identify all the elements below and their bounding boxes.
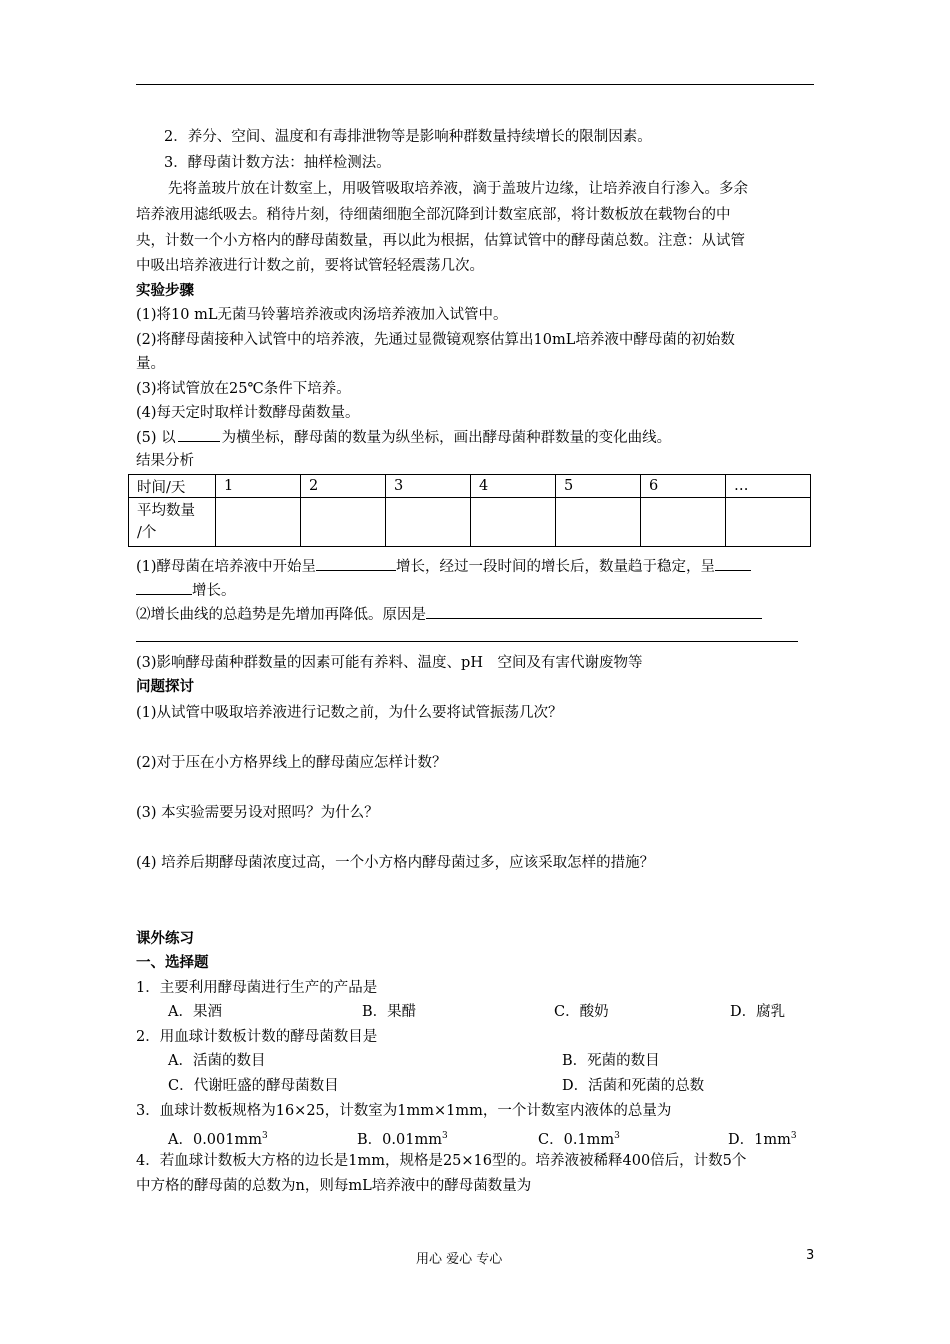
step-5-suffix: 为横坐标，酵母菌的数量为纵坐标，画出酵母菌种群数量的变化曲线。 — [221, 430, 672, 446]
step-2-line-2: 量。 — [136, 356, 165, 372]
discussion-q2: (2)对于压在小方格界线上的酵母菌应怎样计数？ — [136, 755, 447, 771]
steps-heading: 实验步骤 — [136, 282, 194, 299]
table-header-cell: 1 — [216, 475, 301, 498]
discussion-q1: (1)从试管中吸取培养液进行记数之前，为什么要将试管振荡几次？ — [136, 705, 563, 721]
discussion-q4: (4) 培养后期酵母菌浓度过高，一个小方格内酵母菌过多，应该采取怎样的措施？ — [136, 855, 655, 871]
table-header-cell: 6 — [641, 475, 726, 498]
q2-option-d[interactable]: D．活菌和死菌的总数 — [562, 1078, 705, 1094]
analysis-1-text-c: 增长。 — [192, 583, 236, 599]
method-paragraph-line-3: 央，计数一个小方格内的酵母菌数量，再以此为根据，估算试管中的酵母菌总数。注意：从试管 — [136, 233, 745, 249]
exercise-q1: 1．主要利用酵母菌进行生产的产品是 — [136, 980, 378, 996]
q2-option-b[interactable]: B．死菌的数目 — [562, 1053, 660, 1069]
superscript: 3 — [441, 1131, 448, 1141]
header-rule — [136, 84, 814, 85]
superscript: 3 — [261, 1131, 268, 1141]
analysis-1-blank-2a[interactable] — [715, 556, 751, 571]
table-cell-empty[interactable] — [471, 498, 556, 547]
intro-point-3: 3．酵母菌计数方法：抽样检测法。 — [164, 155, 391, 171]
table-cell-empty[interactable] — [556, 498, 641, 547]
q3-option-c-text: C．0.1mm — [538, 1131, 615, 1148]
analysis-2-blank[interactable] — [426, 604, 762, 619]
table-header-cell: 时间/天 — [129, 475, 216, 498]
step-3: (3)将试管放在25℃条件下培养。 — [136, 381, 351, 397]
q3-option-d[interactable] — [728, 1126, 797, 1150]
q3-option-c[interactable] — [538, 1126, 620, 1150]
table-cell-empty[interactable] — [216, 498, 301, 547]
table-header-cell: 5 — [556, 475, 641, 498]
analysis-1-blank-1[interactable] — [316, 556, 396, 571]
results-table — [128, 474, 811, 547]
exercise-q2: 2．用血球计数板计数的酵母菌数目是 — [136, 1029, 378, 1045]
table-header-cell: … — [726, 475, 811, 498]
analysis-2 — [136, 604, 762, 625]
q1-option-b[interactable]: B．果醋 — [362, 1004, 417, 1020]
results-heading: 结果分析 — [136, 453, 194, 469]
analysis-1-text-b: 增长，经过一段时间的增长后，数量趋于稳定，呈 — [396, 559, 716, 575]
superscript: 3 — [614, 1131, 620, 1141]
row-label-line-2: /个 — [137, 525, 157, 541]
exercise-q3: 3．血球计数板规格为16×25，计数室为1mm×1mm，一个计数室内液体的总量为 — [136, 1103, 672, 1119]
q3-option-b[interactable] — [357, 1126, 448, 1150]
step-5-prefix: (5) 以 — [136, 430, 176, 446]
step-2-line-1: (2)将酵母菌接种入试管中的培养液，先通过显微镜观察估算出10mL培养液中酵母菌的初始数 — [136, 332, 735, 348]
table-row-label — [129, 498, 216, 547]
row-label-line-1: 平均数量 — [137, 503, 195, 519]
table-cell-empty[interactable] — [641, 498, 726, 547]
q1-option-d[interactable]: D．腐乳 — [730, 1004, 786, 1020]
table-header-cell: 2 — [301, 475, 386, 498]
intro-point-2: 2．养分、空间、温度和有毒排泄物等是影响种群数量持续增长的限制因素。 — [164, 129, 652, 145]
q3-option-b-text: B．0.01mm — [357, 1131, 442, 1148]
analysis-1-text-a: (1)酵母菌在培养液中开始呈 — [136, 559, 317, 575]
discussion-q3: (3) 本实验需要另设对照吗？为什么？ — [136, 805, 379, 821]
q1-option-c[interactable]: C．酸奶 — [554, 1004, 609, 1020]
analysis-3: (3)影响酵母菌种群数量的因素可能有养料、温度、pH 空间及有害代谢废物等 — [136, 655, 643, 671]
step-4: (4)每天定时取样计数酵母菌数量。 — [136, 405, 360, 421]
q3-option-a[interactable] — [168, 1126, 268, 1150]
table-header-cell: 4 — [471, 475, 556, 498]
q3-option-d-text: D．1mm — [728, 1131, 791, 1148]
q2-option-a[interactable]: A．活菌的数目 — [168, 1053, 266, 1069]
table-cell-empty[interactable] — [301, 498, 386, 547]
exercise-q4-line-1: 4．若血球计数板大方格的边长是1mm，规格是25×16型的。培养液被稀释400倍后，计数5个 — [136, 1153, 747, 1169]
table-row-average — [129, 498, 811, 547]
analysis-1-line-2 — [136, 580, 236, 601]
superscript: 3 — [790, 1131, 797, 1141]
step-1: (1)将10 mL无菌马铃薯培养液或肉汤培养液加入试管中。 — [136, 307, 508, 323]
discussion-heading: 问题探讨 — [136, 678, 194, 695]
step-5-blank[interactable] — [178, 427, 220, 442]
method-paragraph-line-2: 培养液用滤纸吸去。稍待片刻，待细菌细胞全部沉降到计数室底部，将计数板放在载物台的中 — [136, 207, 731, 223]
method-paragraph-line-1: 先将盖玻片放在计数室上，用吸管吸取培养液，滴于盖玻片边缘，让培养液自行渗入。多余 — [168, 181, 748, 197]
page-number: 3 — [806, 1248, 815, 1263]
q2-option-c[interactable]: C．代谢旺盛的酵母菌数目 — [168, 1078, 339, 1094]
table-header-cell: 3 — [386, 475, 471, 498]
q1-option-a[interactable]: A．果酒 — [168, 1004, 222, 1020]
analysis-1-line-1 — [136, 556, 751, 577]
method-paragraph-line-4: 中吸出培养液进行计数之前，要将试管轻轻震荡几次。 — [136, 258, 484, 274]
analysis-2-text: ⑵增长曲线的总趋势是先增加再降低。原因是 — [136, 607, 426, 623]
analysis-1-blank-2b[interactable] — [136, 580, 192, 595]
footer-motto: 用心 爱心 专心 — [416, 1252, 503, 1267]
table-cell-empty[interactable] — [386, 498, 471, 547]
table-row-time — [129, 475, 811, 498]
exercises-heading: 课外练习 — [136, 930, 194, 947]
q3-option-a-text: A．0.001mm — [168, 1131, 262, 1148]
table-cell-empty[interactable] — [726, 498, 811, 547]
answer-line[interactable] — [136, 641, 798, 642]
exercises-section: 一、选择题 — [136, 954, 209, 971]
exercise-q4-line-2: 中方格的酵母菌的总数为n，则每mL培养液中的酵母菌数量为 — [136, 1178, 532, 1194]
step-5 — [136, 427, 671, 448]
